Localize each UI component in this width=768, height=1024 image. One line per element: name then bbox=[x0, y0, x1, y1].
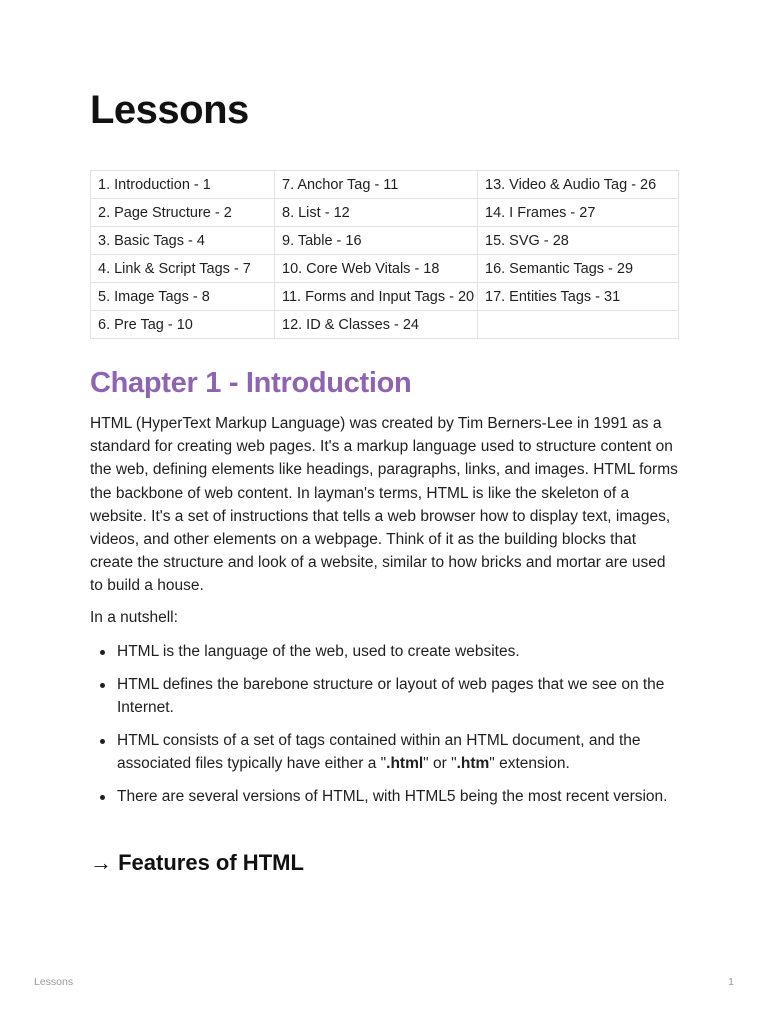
table-cell: 2. Page Structure - 2 bbox=[91, 199, 275, 227]
intro-paragraph: HTML (HyperText Markup Language) was created by Tim Berners-Lee in 1991 as a standard for creating web pages. It's a markup language used to structure content on the web, defining elements like headings, paragraphs, links, and images. HTML forms the backbone of web content. In layman's terms, HTML is like the skeleton of a website. It's a set of instructions that tells a web browser how to display text, images, videos, and other elements on a webpage. Think of it as the building blocks that create the structure and look of a website, similar to how bricks and mortar are used to build a house. bbox=[90, 415, 678, 595]
table-cell: 15. SVG - 28 bbox=[478, 227, 679, 255]
file-extension-htm: .htm bbox=[456, 755, 490, 772]
list-item-text bbox=[117, 732, 641, 772]
table-cell: 17. Entities Tags - 31 bbox=[478, 283, 679, 311]
table-cell: 8. List - 12 bbox=[275, 199, 478, 227]
table-cell: 11. Forms and Input Tags - 20 bbox=[275, 283, 478, 311]
list-item-text: There are several versions of HTML, with HTML5 being the most recent version. bbox=[117, 787, 668, 805]
list-item bbox=[90, 785, 682, 808]
table-cell: 4. Link & Script Tags - 7 bbox=[91, 255, 275, 283]
table-cell: 13. Video & Audio Tag - 26 bbox=[478, 171, 679, 199]
section-heading: → Features of HTML bbox=[90, 850, 304, 875]
table-cell: 10. Core Web Vitals - 18 bbox=[275, 255, 478, 283]
table-cell: 7. Anchor Tag - 11 bbox=[275, 171, 478, 199]
table-cell-empty bbox=[478, 311, 679, 339]
table-cell: 14. I Frames - 27 bbox=[478, 199, 679, 227]
table-cell: 3. Basic Tags - 4 bbox=[91, 227, 275, 255]
bullet-icon bbox=[100, 683, 105, 688]
table-cell: 9. Table - 16 bbox=[275, 227, 478, 255]
list-item bbox=[90, 640, 682, 663]
page-number: 1 bbox=[728, 976, 734, 988]
text-fragment: HTML consists of a set of tags contained within an HTML document, and the associated files typically have either a " bbox=[117, 731, 641, 772]
list-item-text: HTML defines the barebone structure or layout of web pages that we see on the Internet. bbox=[117, 675, 665, 716]
nutshell-label: In a nutshell: bbox=[90, 609, 178, 626]
table-row bbox=[91, 227, 679, 255]
footer-label: Lessons bbox=[34, 976, 74, 988]
table-cell: 16. Semantic Tags - 29 bbox=[478, 255, 679, 283]
bullet-icon bbox=[100, 795, 105, 800]
text-fragment: " or " bbox=[423, 755, 457, 772]
summary-list bbox=[90, 640, 682, 818]
table-cell: 1. Introduction - 1 bbox=[91, 171, 275, 199]
file-extension-html: .html bbox=[386, 755, 424, 772]
table-row bbox=[91, 199, 679, 227]
chapter-heading: Chapter 1 - Introduction bbox=[90, 367, 412, 399]
list-item-text: HTML is the language of the web, used to create websites. bbox=[117, 643, 520, 660]
bullet-icon bbox=[100, 650, 105, 655]
table-row bbox=[91, 171, 679, 199]
page-title: Lessons bbox=[90, 88, 249, 132]
table-row bbox=[91, 255, 679, 283]
table-cell: 6. Pre Tag - 10 bbox=[91, 311, 275, 339]
table-cell: 5. Image Tags - 8 bbox=[91, 283, 275, 311]
list-item bbox=[90, 673, 682, 719]
text-fragment: " extension. bbox=[489, 755, 570, 772]
table-row bbox=[91, 283, 679, 311]
table-cell: 12. ID & Classes - 24 bbox=[275, 311, 478, 339]
bullet-icon bbox=[100, 739, 105, 744]
lessons-table bbox=[90, 170, 679, 339]
table-row bbox=[91, 311, 679, 339]
list-item bbox=[90, 729, 682, 775]
